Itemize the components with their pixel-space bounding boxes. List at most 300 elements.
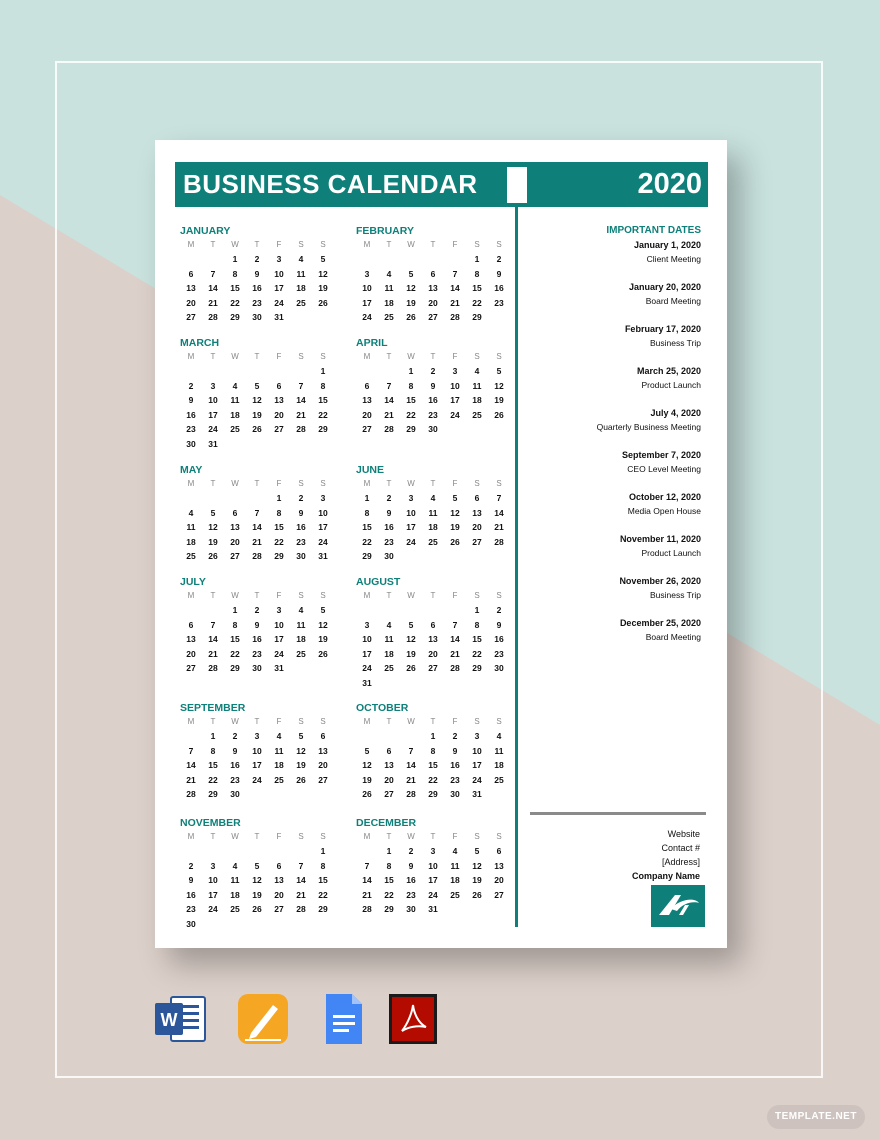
day-cell: 18: [230, 889, 240, 900]
weekday-header: M: [187, 832, 195, 841]
day-cell: 14: [384, 395, 394, 405]
month-grid: [356, 715, 506, 802]
day-cell: 19: [296, 760, 306, 770]
day-cell: 3: [452, 366, 458, 376]
day-cell: 28: [296, 424, 306, 434]
empty-cell: [400, 603, 422, 618]
month-april: [356, 336, 506, 437]
day-cell: 27: [472, 536, 482, 547]
month-grid: [356, 350, 506, 437]
day-cell: 25: [230, 424, 240, 434]
day-cell: 4: [298, 605, 304, 615]
event-name: Business Trip: [649, 338, 701, 348]
day-cell: 23: [296, 536, 306, 547]
day-cell: 3: [276, 605, 282, 615]
day-cell: 30: [450, 789, 460, 799]
day-cell: 14: [252, 522, 262, 532]
event-name: CEO Level Meeting: [627, 464, 701, 474]
weekday-header: T: [254, 717, 260, 726]
weekday-header: F: [452, 352, 458, 361]
day-cell: 15: [362, 522, 372, 532]
month-grid: [356, 238, 506, 325]
empty-cell: [246, 491, 268, 506]
day-cell: 9: [232, 745, 238, 756]
day-cell: 8: [474, 619, 480, 630]
day-cell: 6: [430, 268, 436, 279]
day-cell: 26: [252, 904, 262, 914]
weekday-header: T: [430, 717, 436, 726]
day-cell: 26: [318, 297, 328, 308]
day-cell: 21: [406, 774, 416, 785]
day-cell: 20: [428, 648, 438, 659]
day-cell: 8: [276, 507, 282, 518]
company-name: Company Name: [631, 871, 700, 881]
day-cell: 12: [252, 395, 262, 405]
weekday-header: T: [254, 240, 260, 249]
day-cell: 22: [472, 648, 482, 659]
day-cell: 26: [472, 889, 482, 900]
day-cell: 29: [230, 663, 240, 673]
weekday-header: M: [363, 832, 371, 841]
weekday-header: W: [407, 479, 415, 488]
empty-cell: [180, 844, 202, 859]
day-cell: 27: [186, 312, 196, 322]
day-cell: 2: [452, 731, 458, 741]
day-cell: 5: [452, 493, 458, 503]
empty-cell: [290, 364, 312, 379]
day-cell: 4: [232, 860, 238, 871]
weekday-header: W: [407, 240, 415, 249]
weekday-header: F: [276, 240, 282, 249]
day-cell: 28: [208, 312, 218, 322]
day-cell: 3: [210, 860, 216, 871]
empty-cell: [422, 603, 444, 618]
day-cell: 15: [384, 875, 394, 885]
day-cell: 4: [474, 366, 480, 376]
day-cell: 22: [384, 889, 394, 900]
day-cell: 3: [320, 493, 326, 503]
month-grid: [356, 477, 506, 564]
event-date: September 7, 2020: [621, 450, 701, 460]
day-cell: 22: [230, 297, 240, 308]
day-cell: 1: [320, 846, 326, 856]
event-date: November 11, 2020: [619, 534, 701, 544]
column-divider: [515, 207, 518, 927]
empty-cell: [224, 364, 246, 379]
google-docs-icon[interactable]: [318, 993, 370, 1045]
day-cell: 22: [472, 297, 482, 308]
day-cell: 6: [474, 493, 480, 503]
day-cell: 11: [186, 522, 196, 532]
empty-cell: [246, 364, 268, 379]
weekday-header: W: [407, 832, 415, 841]
day-cell: 1: [276, 493, 282, 503]
day-cell: 19: [318, 283, 328, 293]
day-cell: 6: [386, 745, 392, 756]
day-cell: 14: [362, 875, 372, 885]
day-cell: 23: [384, 536, 394, 547]
day-cell: 29: [318, 424, 328, 434]
day-cell: 29: [406, 424, 416, 434]
day-cell: 30: [186, 918, 196, 929]
weekday-header: M: [363, 717, 371, 726]
day-cell: 23: [186, 904, 196, 914]
day-cell: 5: [320, 254, 326, 264]
contact-label: Contact #: [661, 843, 700, 853]
day-cell: 13: [230, 522, 240, 532]
day-cell: 20: [274, 889, 284, 900]
event-name: Business Trip: [649, 590, 701, 600]
event-date: January 1, 2020: [633, 240, 701, 250]
day-cell: 11: [296, 619, 306, 630]
day-cell: 20: [230, 536, 240, 547]
day-cell: 22: [362, 536, 372, 547]
weekday-header: S: [474, 591, 480, 600]
day-cell: 15: [472, 283, 482, 293]
day-cell: 3: [364, 619, 370, 630]
day-cell: 6: [276, 380, 282, 391]
day-cell: 22: [230, 648, 240, 659]
weekday-header: F: [276, 479, 282, 488]
day-cell: 10: [362, 283, 372, 293]
day-cell: 24: [274, 297, 284, 308]
day-cell: 24: [472, 774, 482, 785]
weekday-header: T: [254, 479, 260, 488]
day-cell: 4: [232, 380, 238, 391]
day-cell: 1: [408, 366, 414, 376]
day-cell: 2: [254, 254, 260, 264]
banner-divider: [507, 167, 527, 203]
day-cell: 2: [496, 605, 502, 615]
day-cell: 31: [428, 904, 438, 914]
month-grid: [180, 477, 330, 564]
day-cell: 23: [428, 409, 438, 420]
acrobat-icon[interactable]: [388, 993, 440, 1045]
day-cell: 5: [474, 846, 480, 856]
event-item: [525, 322, 701, 364]
empty-cell: [422, 252, 444, 267]
day-cell: 21: [208, 648, 218, 659]
weekday-header: S: [496, 240, 502, 249]
day-cell: 17: [362, 297, 372, 308]
day-cell: 14: [296, 875, 306, 885]
weekday-header: S: [298, 479, 304, 488]
day-cell: 24: [362, 663, 372, 673]
day-cell: 3: [254, 731, 260, 741]
pages-icon[interactable]: [237, 993, 289, 1045]
day-cell: 16: [252, 634, 262, 644]
day-cell: 25: [384, 663, 394, 673]
day-cell: 27: [274, 904, 284, 914]
day-cell: 20: [274, 409, 284, 420]
empty-cell: [268, 844, 290, 859]
day-cell: 18: [450, 875, 460, 885]
day-cell: 4: [298, 254, 304, 264]
day-cell: 1: [386, 846, 392, 856]
day-cell: 18: [384, 648, 394, 659]
day-cell: 8: [386, 860, 392, 871]
event-list: [525, 238, 701, 658]
day-cell: 1: [320, 366, 326, 376]
weekday-header: F: [452, 832, 458, 841]
address-label: [Address]: [661, 857, 700, 867]
word-icon[interactable]: [155, 993, 207, 1045]
day-cell: 29: [318, 904, 328, 914]
empty-cell: [180, 252, 202, 267]
weekday-header: S: [298, 591, 304, 600]
month-august: [356, 575, 506, 690]
weekday-header: F: [452, 479, 458, 488]
day-cell: 16: [384, 522, 394, 532]
day-cell: 16: [428, 395, 438, 405]
day-cell: 23: [252, 648, 262, 659]
day-cell: 25: [384, 312, 394, 322]
day-cell: 13: [274, 875, 284, 885]
day-cell: 12: [472, 860, 482, 871]
day-cell: 17: [274, 283, 284, 293]
weekday-header: W: [231, 832, 239, 841]
event-name: Client Meeting: [646, 254, 701, 264]
day-cell: 2: [386, 493, 392, 503]
day-cell: 2: [430, 366, 436, 376]
month-name: MAY: [180, 464, 203, 476]
day-cell: 7: [452, 268, 458, 279]
weekday-header: W: [231, 717, 239, 726]
day-cell: 2: [496, 254, 502, 264]
day-cell: 1: [430, 731, 436, 741]
day-cell: 19: [252, 409, 262, 420]
day-cell: 14: [208, 634, 218, 644]
empty-cell: [202, 252, 224, 267]
weekday-header: F: [452, 717, 458, 726]
day-cell: 28: [252, 551, 262, 561]
day-cell: 13: [186, 634, 196, 644]
day-cell: 29: [230, 312, 240, 322]
day-cell: 24: [450, 409, 460, 420]
event-date: January 20, 2020: [628, 282, 701, 292]
weekday-header: M: [363, 479, 371, 488]
day-cell: 8: [320, 380, 326, 391]
day-cell: 23: [450, 774, 460, 785]
day-cell: 25: [274, 774, 284, 785]
day-cell: 17: [472, 760, 482, 770]
month-september: [180, 701, 330, 802]
day-cell: 26: [296, 774, 306, 785]
day-cell: 15: [428, 760, 438, 770]
month-may: [180, 463, 330, 564]
day-cell: 26: [494, 409, 504, 420]
day-cell: 5: [210, 507, 216, 518]
empty-cell: [356, 844, 378, 859]
day-cell: 9: [430, 380, 436, 391]
empty-cell: [356, 603, 378, 618]
day-cell: 7: [298, 380, 304, 391]
day-cell: 29: [362, 551, 372, 561]
day-cell: 6: [320, 731, 326, 741]
contact-divider: [530, 812, 706, 815]
event-name: Board Meeting: [645, 296, 701, 306]
weekday-header: T: [386, 352, 392, 361]
day-cell: 6: [496, 846, 502, 856]
day-cell: 4: [430, 493, 436, 503]
day-cell: 13: [362, 395, 372, 405]
weekday-header: S: [496, 352, 502, 361]
logo-mark-icon: [651, 885, 705, 927]
month-name: MARCH: [180, 337, 220, 349]
day-cell: 30: [252, 663, 262, 673]
day-cell: 13: [384, 760, 394, 770]
month-grid: [356, 589, 506, 690]
day-cell: 18: [274, 760, 284, 770]
day-cell: 21: [252, 536, 262, 547]
day-cell: 20: [384, 774, 394, 785]
weekday-header: S: [320, 591, 326, 600]
day-cell: 21: [186, 774, 196, 785]
day-cell: 20: [494, 875, 504, 885]
day-cell: 8: [232, 268, 238, 279]
event-item: [525, 238, 701, 280]
day-cell: 17: [208, 409, 218, 420]
day-cell: 21: [450, 297, 460, 308]
month-july: [180, 575, 330, 676]
month-march: [180, 336, 330, 451]
day-cell: 12: [450, 507, 460, 518]
day-cell: 7: [254, 507, 260, 518]
month-name: FEBRUARY: [356, 225, 414, 237]
day-cell: 7: [210, 619, 216, 630]
day-cell: 27: [230, 551, 240, 561]
weekday-header: T: [386, 717, 392, 726]
weekday-header: T: [210, 240, 216, 249]
month-october: [356, 701, 506, 802]
day-cell: 7: [188, 745, 194, 756]
weekday-header: M: [187, 240, 195, 249]
day-cell: 18: [186, 536, 196, 547]
day-cell: 15: [318, 875, 328, 885]
empty-cell: [180, 491, 202, 506]
day-cell: 26: [406, 312, 416, 322]
event-date: October 12, 2020: [628, 492, 701, 502]
day-cell: 27: [384, 789, 394, 799]
day-cell: 16: [494, 634, 504, 644]
event-name: Product Launch: [641, 548, 701, 558]
day-cell: 13: [186, 283, 196, 293]
day-cell: 7: [386, 380, 392, 391]
month-name: DECEMBER: [356, 817, 417, 829]
day-cell: 11: [230, 875, 240, 885]
day-cell: 21: [208, 297, 218, 308]
weekday-header: S: [320, 832, 326, 841]
day-cell: 25: [450, 889, 460, 900]
day-cell: 20: [318, 760, 328, 770]
weekday-header: S: [320, 479, 326, 488]
day-cell: 10: [472, 745, 482, 756]
day-cell: 18: [296, 283, 306, 293]
month-february: [356, 224, 506, 325]
day-cell: 29: [208, 789, 218, 799]
empty-cell: [224, 491, 246, 506]
day-cell: 19: [318, 634, 328, 644]
weekday-header: S: [474, 240, 480, 249]
day-cell: 8: [320, 860, 326, 871]
day-cell: 23: [494, 648, 504, 659]
day-cell: 10: [362, 634, 372, 644]
month-name: AUGUST: [356, 576, 401, 588]
day-cell: 11: [384, 634, 394, 644]
day-cell: 22: [274, 536, 284, 547]
day-cell: 16: [186, 889, 196, 900]
company-logo: [651, 885, 705, 927]
weekday-header: S: [496, 591, 502, 600]
website-label: Website: [667, 829, 700, 839]
day-cell: 15: [318, 395, 328, 405]
day-cell: 26: [450, 536, 460, 547]
day-cell: 19: [252, 889, 262, 900]
weekday-header: M: [363, 591, 371, 600]
day-cell: 1: [474, 605, 480, 615]
empty-cell: [290, 844, 312, 859]
day-cell: 4: [188, 507, 194, 518]
day-cell: 13: [428, 283, 438, 293]
day-cell: 21: [450, 648, 460, 659]
day-cell: 27: [428, 312, 438, 322]
day-cell: 7: [452, 619, 458, 630]
day-cell: 11: [274, 745, 284, 756]
weekday-header: F: [276, 352, 282, 361]
day-cell: 17: [274, 634, 284, 644]
day-cell: 2: [188, 860, 194, 871]
event-item: [525, 406, 701, 448]
day-cell: 31: [208, 438, 218, 449]
day-cell: 21: [384, 409, 394, 420]
weekday-header: M: [187, 717, 195, 726]
day-cell: 30: [428, 424, 438, 434]
day-cell: 7: [496, 493, 502, 503]
event-date: February 17, 2020: [624, 324, 701, 334]
weekday-header: S: [320, 717, 326, 726]
month-grid: [180, 238, 330, 325]
day-cell: 24: [274, 648, 284, 659]
day-cell: 14: [494, 507, 504, 518]
day-cell: 14: [186, 760, 196, 770]
event-item: [525, 574, 701, 616]
day-cell: 3: [210, 380, 216, 391]
day-cell: 16: [296, 522, 306, 532]
day-cell: 12: [208, 522, 218, 532]
day-cell: 5: [408, 619, 414, 630]
day-cell: 10: [406, 507, 416, 518]
weekday-header: S: [496, 832, 502, 841]
day-cell: 24: [428, 889, 438, 900]
day-cell: 2: [298, 493, 304, 503]
day-cell: 8: [364, 507, 370, 518]
day-cell: 15: [208, 760, 218, 770]
calendar-year: 2020: [637, 168, 702, 200]
watermark-badge: TEMPLATE.NET: [767, 1105, 865, 1129]
calendar-sheet: [155, 140, 727, 948]
day-cell: 16: [406, 875, 416, 885]
day-cell: 11: [494, 745, 504, 756]
day-cell: 10: [274, 268, 284, 279]
empty-cell: [378, 364, 400, 379]
day-cell: 2: [232, 731, 238, 741]
day-cell: 24: [252, 774, 262, 785]
day-cell: 12: [318, 268, 328, 279]
day-cell: 31: [362, 677, 372, 688]
day-cell: 10: [318, 507, 328, 518]
day-cell: 31: [318, 551, 328, 561]
day-cell: 16: [186, 409, 196, 420]
